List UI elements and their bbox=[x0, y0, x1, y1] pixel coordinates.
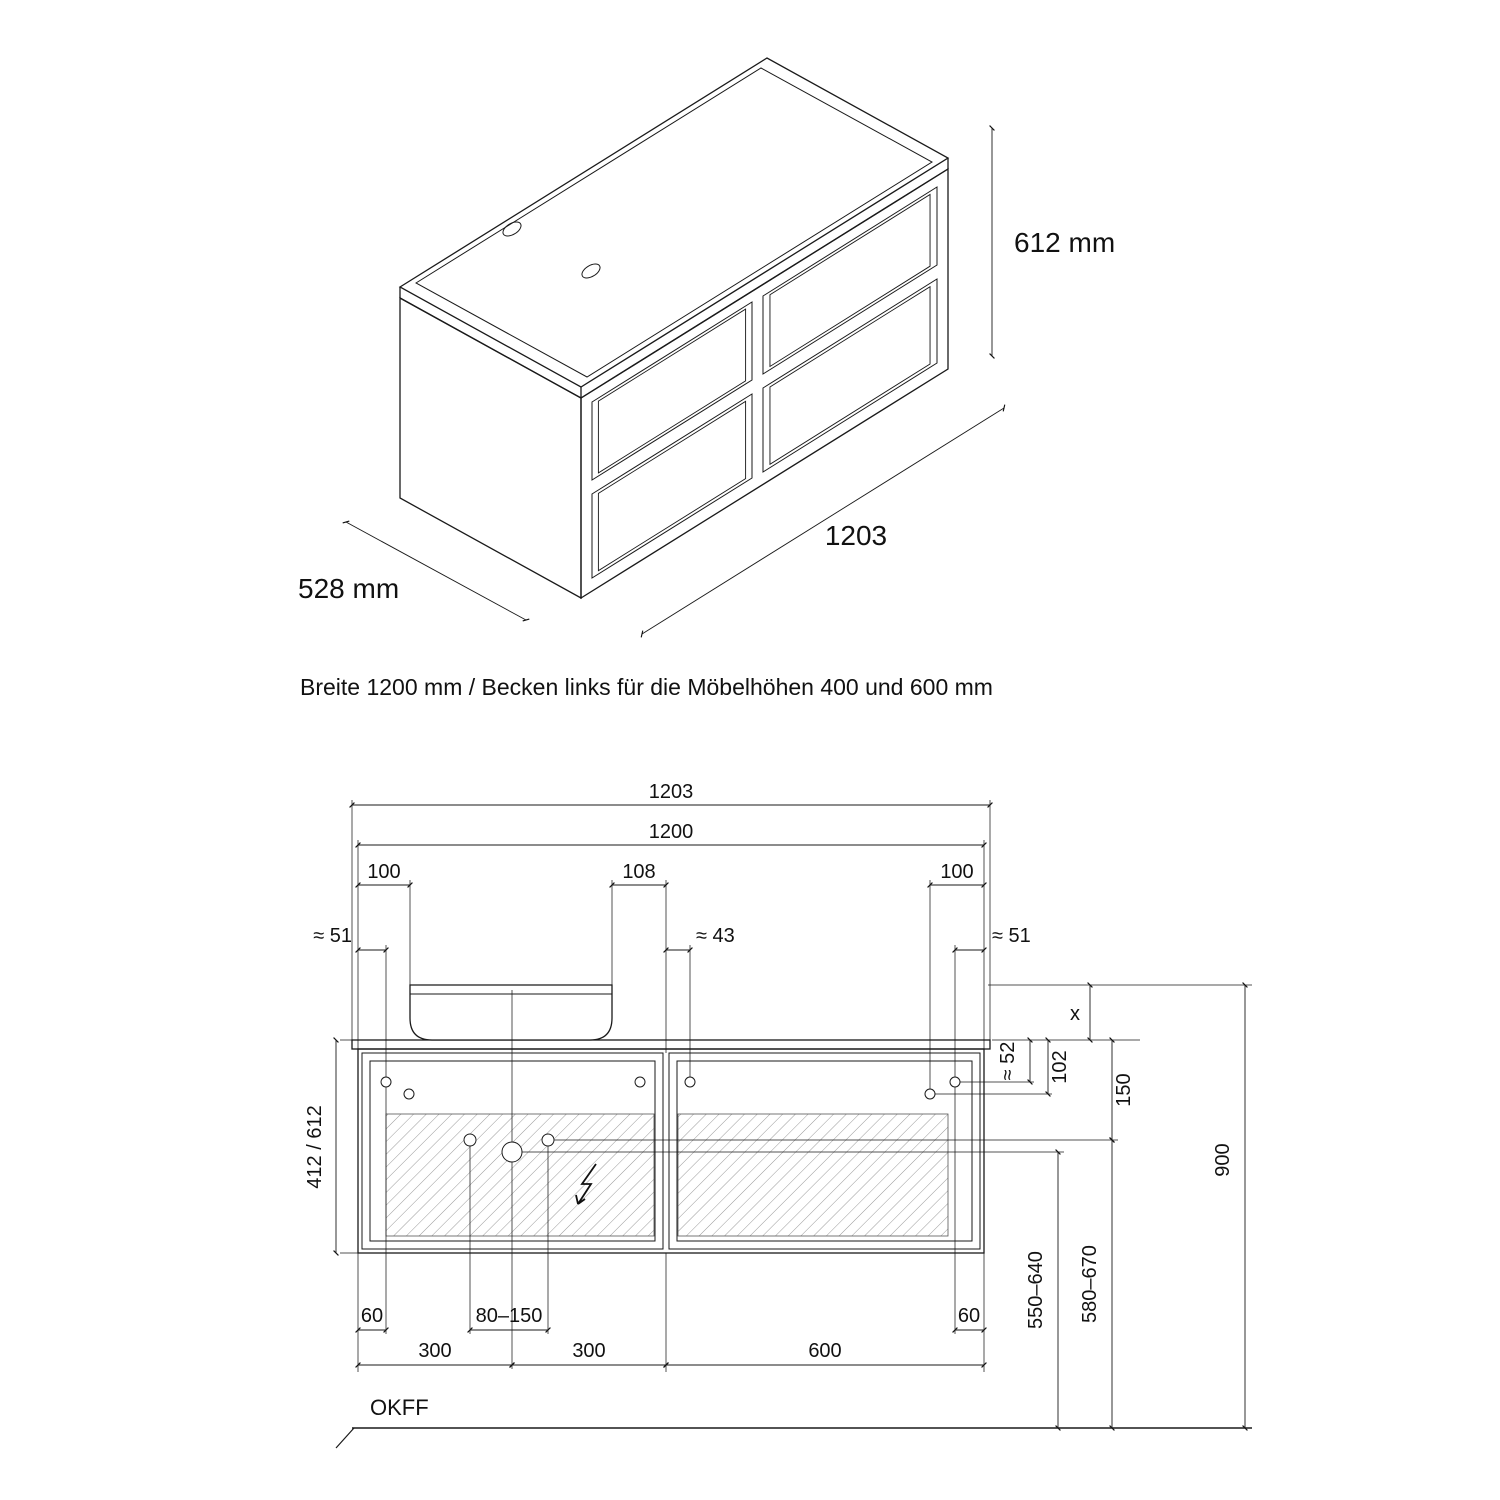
dim-seg-300a-label: 300 bbox=[418, 1340, 452, 1362]
dim-150-label: 150 bbox=[1113, 1073, 1135, 1107]
mounting-hole bbox=[950, 1077, 960, 1087]
iso-cabinet bbox=[400, 58, 948, 598]
floor-okff-label: OKFF bbox=[370, 1395, 429, 1420]
drain-hole bbox=[502, 1142, 522, 1162]
dim-seg-600-label: 600 bbox=[808, 1340, 842, 1362]
hatch-left bbox=[386, 1114, 654, 1236]
cabinet-side-face bbox=[400, 298, 581, 598]
mounting-holes bbox=[381, 1077, 960, 1099]
dim-102-label: 102 bbox=[1049, 1050, 1071, 1084]
iso-depth-dim-line bbox=[346, 522, 526, 620]
dim-edge-right-label: 60 bbox=[957, 1305, 981, 1327]
drawer-panel-inner bbox=[770, 287, 930, 465]
iso-faucet-holes bbox=[501, 219, 603, 281]
dim-approx-left-label: ≈ 51 bbox=[313, 925, 352, 947]
counter-slab-edge bbox=[400, 158, 948, 398]
dim-900-label: 900 bbox=[1212, 1143, 1234, 1177]
dim-cabinet-width-label: 1200 bbox=[648, 821, 694, 843]
dim-offset-middle-label: 108 bbox=[622, 861, 656, 883]
drawing-caption: Breite 1200 mm / Becken links für die Möbelhöhen 400 und 600 mm bbox=[300, 674, 993, 700]
mounting-hole bbox=[404, 1089, 414, 1099]
iso-width-label: 1203 bbox=[824, 520, 888, 551]
front-view-labels bbox=[304, 781, 1234, 1420]
drawer-panel bbox=[592, 302, 752, 480]
washbasin-body bbox=[410, 985, 612, 1040]
dim-approx-52-label: ≈ 52 bbox=[997, 1041, 1019, 1081]
dim-approx-right-label: ≈ 51 bbox=[992, 925, 1031, 947]
iso-width-dim-line bbox=[642, 408, 1004, 634]
dim-overall-width-label: 1203 bbox=[648, 781, 694, 803]
washbasin bbox=[410, 985, 612, 1040]
drawer-panel-inner bbox=[598, 309, 745, 473]
mounting-hole bbox=[635, 1077, 645, 1087]
dim-x-label: x bbox=[1070, 1003, 1080, 1025]
dim-outlet-range-label: 550–640 bbox=[1025, 1251, 1047, 1329]
dim-offset-right-label: 100 bbox=[940, 861, 974, 883]
drawer-panel bbox=[592, 394, 752, 578]
faucet-hole-icon bbox=[580, 261, 603, 281]
supply-hole bbox=[542, 1134, 554, 1146]
front-cabinet bbox=[352, 1040, 990, 1253]
dim-supply-range-label: 580–670 bbox=[1079, 1245, 1101, 1323]
drawer-panel-inner bbox=[770, 194, 930, 366]
dim-seg-300b-label: 300 bbox=[572, 1340, 606, 1362]
cabinet-front-face bbox=[581, 169, 948, 598]
iso-height-label: 612 mm bbox=[1014, 227, 1116, 258]
dim-faucet-range-label: 80–150 bbox=[475, 1305, 543, 1327]
okff-marker bbox=[336, 1428, 354, 1448]
drawer-panel bbox=[763, 187, 937, 374]
dim-offset-left-label: 100 bbox=[367, 861, 401, 883]
iso-depth-label: 528 mm bbox=[298, 573, 400, 604]
cabinet-top-face bbox=[400, 58, 948, 387]
mounting-hole bbox=[381, 1077, 391, 1087]
mounting-hole bbox=[685, 1077, 695, 1087]
floor-line bbox=[336, 1428, 1252, 1448]
iso-dimensions bbox=[298, 128, 1115, 634]
dim-cabinet-height-label: 412 / 612 bbox=[304, 1105, 326, 1189]
countertop bbox=[352, 1040, 990, 1049]
dim-approx-middle-label: ≈ 43 bbox=[696, 925, 735, 947]
supply-hole bbox=[464, 1134, 476, 1146]
hatch-right bbox=[678, 1114, 948, 1236]
dim-edge-left-label: 60 bbox=[360, 1305, 384, 1327]
mounting-hole bbox=[925, 1089, 935, 1099]
